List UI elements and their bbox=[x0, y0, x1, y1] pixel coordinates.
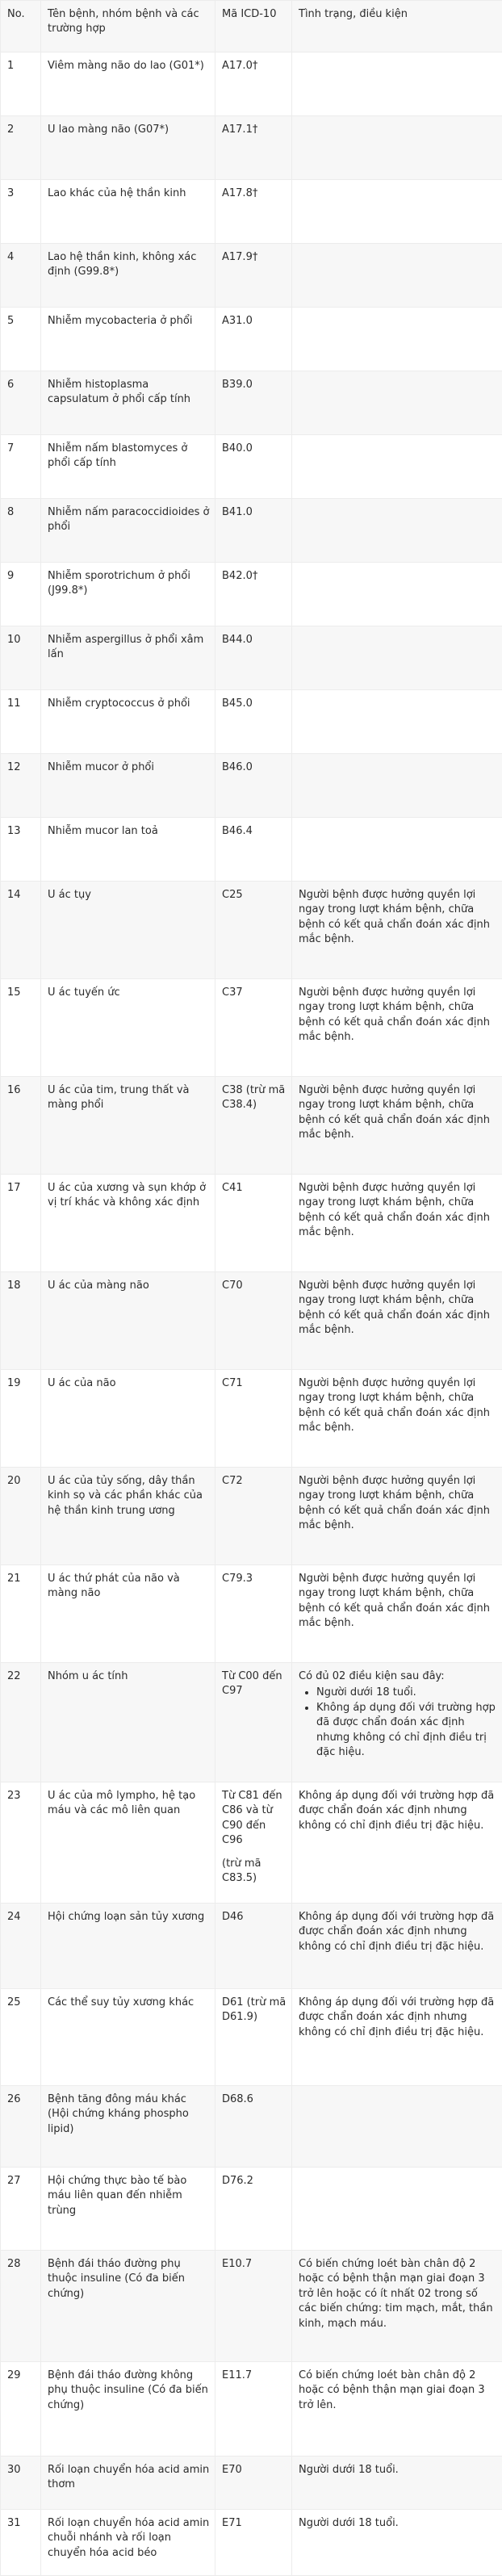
cell-code-text: B39.0 bbox=[222, 379, 253, 391]
cell-condition-text: Có biến chứng loét bàn chân độ 2 hoặc có bệnh thận mạn giai đoạn 3 trở lên. bbox=[299, 2369, 485, 2411]
cell-no-text: 12 bbox=[7, 761, 21, 773]
table-row bbox=[1, 2510, 502, 2576]
cell-no-text: 23 bbox=[7, 1790, 21, 1802]
cell-no bbox=[1, 2457, 41, 2510]
cell-no-text: 13 bbox=[7, 825, 21, 837]
cell-name-text: U ác tụy bbox=[48, 889, 91, 901]
cell-code bbox=[215, 244, 292, 308]
cell-no-text: 5 bbox=[7, 315, 14, 327]
cell-condition bbox=[292, 818, 502, 882]
cell-no bbox=[1, 818, 41, 882]
cell-code-text: A17.1† bbox=[222, 124, 257, 136]
cell-name-text: Lao khác của hệ thần kinh bbox=[48, 187, 186, 199]
cell-name-text: Bệnh đái tháo đường không phụ thuộc insuline (Có đa biến chứng) bbox=[48, 2369, 208, 2411]
cell-no bbox=[1, 2510, 41, 2576]
table-row bbox=[1, 1904, 502, 1989]
cell-name-text: Nhiễm mucor lan toả bbox=[48, 825, 158, 837]
cell-code bbox=[215, 2457, 292, 2510]
cell-no-text: 2 bbox=[7, 124, 14, 136]
cell-code-text: E10.7 bbox=[222, 2258, 252, 2270]
cell-name bbox=[41, 2457, 215, 2510]
cell-name bbox=[41, 882, 215, 979]
cell-name-text: Viêm màng não do lao (G01*) bbox=[48, 60, 204, 72]
cell-name bbox=[41, 52, 215, 116]
cell-condition bbox=[292, 1782, 502, 1904]
cell-no-text: 10 bbox=[7, 634, 21, 646]
cell-condition bbox=[292, 2510, 502, 2576]
cell-condition bbox=[292, 308, 502, 371]
cell-condition-text: Người bệnh được hưởng quyền lợi ngay trong lượt khám bệnh, chữa bệnh có kết quả chẩn đoán xác định mắc bệnh. bbox=[299, 1084, 490, 1141]
cell-code-text: C79.3 bbox=[222, 1573, 253, 1585]
header-name: Tên bệnh, nhóm bệnh và các trường hợp bbox=[41, 1, 215, 52]
cell-code-text: B42.0† bbox=[222, 570, 257, 582]
cell-name bbox=[41, 1904, 215, 1989]
cell-name-text: Rối loạn chuyển hóa acid amin thơm bbox=[48, 2464, 209, 2490]
cell-code bbox=[215, 1370, 292, 1468]
cell-code bbox=[215, 754, 292, 818]
cell-name-text: Nhiễm sporotrichum ở phổi (J99.8*) bbox=[48, 570, 190, 597]
cell-name-text: Nhiễm mycobacteria ở phổi bbox=[48, 315, 193, 327]
cell-no-text: 4 bbox=[7, 251, 14, 263]
table-row bbox=[1, 499, 502, 563]
cell-name bbox=[41, 116, 215, 180]
cell-name bbox=[41, 1989, 215, 2086]
table-row bbox=[1, 1175, 502, 1272]
cell-no bbox=[1, 1077, 41, 1175]
cell-name bbox=[41, 499, 215, 563]
cell-no bbox=[1, 1565, 41, 1663]
cell-name bbox=[41, 308, 215, 371]
cell-no-text: 30 bbox=[7, 2464, 21, 2476]
cell-code-text: B45.0 bbox=[222, 697, 253, 710]
condition-bullet-list bbox=[299, 1686, 497, 1760]
table-row bbox=[1, 2251, 502, 2362]
cell-code-text: E70 bbox=[222, 2464, 242, 2476]
cell-no-text: 27 bbox=[7, 2175, 21, 2187]
cell-code bbox=[215, 2086, 292, 2168]
cell-condition-text: Người bệnh được hưởng quyền lợi ngay trong lượt khám bệnh, chữa bệnh có kết quả chẩn đoán xác định mắc bệnh. bbox=[299, 1573, 490, 1629]
table-row bbox=[1, 2362, 502, 2457]
cell-condition bbox=[292, 2086, 502, 2168]
cell-code-text: B46.4 bbox=[222, 825, 253, 837]
table-row bbox=[1, 1989, 502, 2086]
cell-name bbox=[41, 1077, 215, 1175]
cell-code bbox=[215, 1565, 292, 1663]
cell-code bbox=[215, 1272, 292, 1370]
cell-name-text: Nhiễm nấm blastomyces ở phổi cấp tính bbox=[48, 442, 187, 469]
table-row bbox=[1, 435, 502, 499]
table-row bbox=[1, 244, 502, 308]
cell-code-text: E11.7 bbox=[222, 2369, 252, 2381]
cell-condition-text: Không áp dụng đối với trường hợp đã được chẩn đoán xác định nhưng không có chỉ định điều trị đặc hiệu. bbox=[299, 1996, 494, 2038]
table-row bbox=[1, 1077, 502, 1175]
cell-name-text: Lao hệ thần kinh, không xác định (G99.8*) bbox=[48, 251, 196, 278]
cell-name bbox=[41, 180, 215, 244]
cell-code bbox=[215, 1175, 292, 1272]
cell-name bbox=[41, 371, 215, 435]
cell-name-text: Bệnh tăng đông máu khác (Hội chứng kháng phospho lipid) bbox=[48, 2093, 189, 2135]
cell-condition-text: Người bệnh được hưởng quyền lợi ngay trong lượt khám bệnh, chữa bệnh có kết quả chẩn đoán xác định mắc bệnh. bbox=[299, 1377, 490, 1434]
cell-name bbox=[41, 2362, 215, 2457]
cell-no-text: 20 bbox=[7, 1475, 21, 1487]
cell-code-text: A17.8† bbox=[222, 187, 257, 199]
table-row bbox=[1, 1468, 502, 1565]
cell-no bbox=[1, 1904, 41, 1989]
cell-code bbox=[215, 1782, 292, 1904]
cell-code-text: B46.0 bbox=[222, 761, 253, 773]
cell-no-text: 16 bbox=[7, 1084, 21, 1096]
cell-no bbox=[1, 754, 41, 818]
cell-condition-text: Không áp dụng đối với trường hợp đã được chẩn đoán xác định nhưng không có chỉ định điều trị đặc hiệu. bbox=[299, 1790, 494, 1832]
condition-bullet-item: • Không áp dụng đối với trường hợp đã được chẩn đoán xác định nhưng không có chỉ định điều trị đặc hiệu. bbox=[316, 1701, 497, 1761]
table-row bbox=[1, 1565, 502, 1663]
cell-code-text: B41.0 bbox=[222, 506, 253, 518]
cell-no-text: 6 bbox=[7, 379, 14, 391]
cell-no bbox=[1, 690, 41, 754]
cell-condition bbox=[292, 626, 502, 690]
cell-condition bbox=[292, 1272, 502, 1370]
cell-no bbox=[1, 979, 41, 1077]
cell-name-text: U ác của tim, trung thất và màng phổi bbox=[48, 1084, 190, 1111]
cell-no bbox=[1, 563, 41, 626]
cell-code bbox=[215, 308, 292, 371]
cell-no bbox=[1, 499, 41, 563]
cell-name bbox=[41, 1663, 215, 1782]
cell-condition bbox=[292, 1370, 502, 1468]
cell-no-text: 14 bbox=[7, 889, 21, 901]
cell-name bbox=[41, 435, 215, 499]
cell-code bbox=[215, 690, 292, 754]
cell-no bbox=[1, 2251, 41, 2362]
cell-no-text: 7 bbox=[7, 442, 14, 454]
table-row bbox=[1, 818, 502, 882]
cell-code-text: C70 bbox=[222, 1280, 243, 1292]
cell-code bbox=[215, 818, 292, 882]
cell-name-text: U ác của màng não bbox=[48, 1280, 149, 1292]
cell-name bbox=[41, 818, 215, 882]
cell-code bbox=[215, 882, 292, 979]
cell-code bbox=[215, 1904, 292, 1989]
table-row bbox=[1, 979, 502, 1077]
cell-condition bbox=[292, 1468, 502, 1565]
cell-code bbox=[215, 435, 292, 499]
cell-condition bbox=[292, 1904, 502, 1989]
cell-code-text: B40.0 bbox=[222, 442, 253, 454]
cell-condition bbox=[292, 435, 502, 499]
cell-condition-text: Người dưới 18 tuổi. bbox=[299, 2464, 399, 2476]
cell-name-text: Nhiễm nấm paracoccidioides ở phổi bbox=[48, 506, 209, 533]
cell-code bbox=[215, 1989, 292, 2086]
cell-no-text: 18 bbox=[7, 1280, 21, 1292]
table-row bbox=[1, 1370, 502, 1468]
cell-no bbox=[1, 435, 41, 499]
cell-code-text: D68.6 bbox=[222, 2093, 253, 2105]
cell-no bbox=[1, 2168, 41, 2251]
table-row bbox=[1, 626, 502, 690]
cell-name-text: U ác tuyến ức bbox=[48, 986, 120, 999]
table-row bbox=[1, 1782, 502, 1904]
cell-no bbox=[1, 1989, 41, 2086]
cell-no bbox=[1, 882, 41, 979]
cell-code-text: Từ C81 đến C86 và từ C90 đến C96 bbox=[222, 1790, 282, 1846]
cell-code bbox=[215, 1077, 292, 1175]
cell-name-text: Các thể suy tủy xương khác bbox=[48, 1996, 194, 2008]
table-header-row bbox=[1, 1, 502, 52]
cell-code-text: C25 bbox=[222, 889, 243, 901]
cell-code bbox=[215, 2251, 292, 2362]
cell-condition bbox=[292, 244, 502, 308]
cell-name bbox=[41, 1782, 215, 1904]
cell-no-text: 21 bbox=[7, 1573, 21, 1585]
cell-name-text: Nhiễm aspergillus ở phổi xâm lấn bbox=[48, 634, 203, 660]
cell-code bbox=[215, 180, 292, 244]
cell-name-text: Nhiễm cryptococcus ở phổi bbox=[48, 697, 190, 710]
cell-condition bbox=[292, 690, 502, 754]
cell-condition bbox=[292, 2251, 502, 2362]
table-row bbox=[1, 690, 502, 754]
cell-code-text: C71 bbox=[222, 1377, 243, 1389]
table-row bbox=[1, 754, 502, 818]
cell-no-text: 19 bbox=[7, 1377, 21, 1389]
cell-condition bbox=[292, 2168, 502, 2251]
cell-name bbox=[41, 979, 215, 1077]
cell-code bbox=[215, 2362, 292, 2457]
cell-code-text: B44.0 bbox=[222, 634, 253, 646]
table-row bbox=[1, 116, 502, 180]
cell-name-text: Nhiễm mucor ở phổi bbox=[48, 761, 154, 773]
cell-no bbox=[1, 244, 41, 308]
cell-no-text: 29 bbox=[7, 2369, 21, 2381]
cell-condition-text: Người dưới 18 tuổi. bbox=[299, 2517, 399, 2529]
cell-name-text: U ác thứ phát của não và màng não bbox=[48, 1573, 180, 1599]
cell-condition bbox=[292, 1175, 502, 1272]
cell-no bbox=[1, 116, 41, 180]
cell-condition bbox=[292, 116, 502, 180]
cell-name-text: Hội chứng thực bào tế bào máu liên quan đến nhiễm trùng bbox=[48, 2175, 186, 2217]
table-body bbox=[1, 52, 502, 2576]
cell-code-text: C38 (trừ mã C38.4) bbox=[222, 1084, 285, 1111]
cell-code-text: C41 bbox=[222, 1182, 243, 1194]
cell-condition bbox=[292, 52, 502, 116]
table-row bbox=[1, 1663, 502, 1782]
header-code: Mã ICD-10 bbox=[215, 1, 292, 52]
cell-code bbox=[215, 979, 292, 1077]
cell-condition bbox=[292, 1077, 502, 1175]
cell-code-text: A17.0† bbox=[222, 60, 257, 72]
table-row bbox=[1, 563, 502, 626]
cell-no-text: 22 bbox=[7, 1670, 21, 1682]
cell-name bbox=[41, 2510, 215, 2576]
table-row bbox=[1, 2457, 502, 2510]
cell-no-text: 9 bbox=[7, 570, 14, 582]
cell-no-text: 28 bbox=[7, 2258, 21, 2270]
cell-name bbox=[41, 1565, 215, 1663]
cell-code-extra-text: (trừ mã C83.5) bbox=[222, 1857, 287, 1887]
cell-code bbox=[215, 563, 292, 626]
table-row bbox=[1, 2168, 502, 2251]
cell-code bbox=[215, 1663, 292, 1782]
cell-code bbox=[215, 116, 292, 180]
cell-condition bbox=[292, 1663, 502, 1782]
cell-code bbox=[215, 499, 292, 563]
cell-name bbox=[41, 754, 215, 818]
table-row bbox=[1, 52, 502, 116]
cell-no bbox=[1, 52, 41, 116]
cell-condition bbox=[292, 180, 502, 244]
cell-name bbox=[41, 626, 215, 690]
cell-no-text: 3 bbox=[7, 187, 14, 199]
cell-name-text: U ác của tủy sống, dây thần kinh sọ và các phần khác của hệ thần kinh trung ương bbox=[48, 1475, 203, 1517]
cell-name bbox=[41, 1468, 215, 1565]
cell-condition bbox=[292, 882, 502, 979]
cell-condition bbox=[292, 499, 502, 563]
cell-name-text: Rối loạn chuyển hóa acid amin chuỗi nhánh và rối loạn chuyển hóa acid béo bbox=[48, 2517, 209, 2559]
table-row bbox=[1, 1272, 502, 1370]
cell-condition-text: Người bệnh được hưởng quyền lợi ngay trong lượt khám bệnh, chữa bệnh có kết quả chẩn đoán xác định mắc bệnh. bbox=[299, 1475, 490, 1531]
cell-name-text: U ác của xương và sụn khớp ở vị trí khác và không xác định bbox=[48, 1182, 206, 1208]
table-row bbox=[1, 180, 502, 244]
cell-no bbox=[1, 308, 41, 371]
cell-name bbox=[41, 244, 215, 308]
cell-name bbox=[41, 2168, 215, 2251]
cell-name bbox=[41, 563, 215, 626]
cell-condition-text: Không áp dụng đối với trường hợp đã được chẩn đoán xác định nhưng không có chỉ định điều trị đặc hiệu. bbox=[299, 1911, 494, 1953]
cell-no-text: 17 bbox=[7, 1182, 21, 1194]
cell-condition-text: Có đủ 02 điều kiện sau đây: bbox=[299, 1670, 445, 1682]
cell-no-text: 15 bbox=[7, 986, 21, 999]
cell-name-text: U lao màng não (G07*) bbox=[48, 124, 169, 136]
cell-code bbox=[215, 52, 292, 116]
cell-name-text: U ác của mô lympho, hệ tạo máu và các mô liên quan bbox=[48, 1790, 195, 1816]
cell-condition bbox=[292, 2457, 502, 2510]
cell-condition bbox=[292, 2362, 502, 2457]
cell-condition bbox=[292, 754, 502, 818]
cell-condition bbox=[292, 563, 502, 626]
header-no: No. bbox=[1, 1, 41, 52]
cell-no bbox=[1, 371, 41, 435]
cell-condition-text: Người bệnh được hưởng quyền lợi ngay trong lượt khám bệnh, chữa bệnh có kết quả chẩn đoán xác định mắc bệnh. bbox=[299, 889, 490, 945]
cell-no bbox=[1, 1175, 41, 1272]
cell-condition bbox=[292, 1565, 502, 1663]
table-row bbox=[1, 371, 502, 435]
condition-bullet-item: • Người dưới 18 tuổi. bbox=[316, 1686, 497, 1700]
cell-no bbox=[1, 1370, 41, 1468]
cell-no bbox=[1, 1663, 41, 1782]
cell-condition-text: Có biến chứng loét bàn chân độ 2 hoặc có bệnh thận mạn giai đoạn 3 trở lên hoặc có ít nhất 02 trong số các biến chứng: tim mạch, mắt, thần kinh, mạch máu. bbox=[299, 2258, 493, 2330]
cell-condition-text: Người bệnh được hưởng quyền lợi ngay trong lượt khám bệnh, chữa bệnh có kết quả chẩn đoán xác định mắc bệnh. bbox=[299, 986, 490, 1043]
cell-name-text: U ác của não bbox=[48, 1377, 116, 1389]
cell-name bbox=[41, 690, 215, 754]
cell-name bbox=[41, 2251, 215, 2362]
header-condition: Tình trạng, điều kiện bbox=[292, 1, 502, 52]
cell-condition-text: Người bệnh được hưởng quyền lợi ngay trong lượt khám bệnh, chữa bệnh có kết quả chẩn đoán xác định mắc bệnh. bbox=[299, 1182, 490, 1238]
table-row bbox=[1, 308, 502, 371]
cell-name-text: Nhóm u ác tính bbox=[48, 1670, 128, 1682]
table-row bbox=[1, 882, 502, 979]
cell-no-text: 26 bbox=[7, 2093, 21, 2105]
table-row bbox=[1, 2086, 502, 2168]
cell-no-text: 31 bbox=[7, 2517, 21, 2529]
cell-name-text: Bệnh đái tháo đường phụ thuộc insuline (Có đa biến chứng) bbox=[48, 2258, 185, 2300]
cell-no-text: 25 bbox=[7, 1996, 21, 2008]
cell-code bbox=[215, 2168, 292, 2251]
cell-no bbox=[1, 2362, 41, 2457]
cell-condition bbox=[292, 979, 502, 1077]
cell-no bbox=[1, 1272, 41, 1370]
cell-code-text: A31.0 bbox=[222, 315, 253, 327]
cell-name-text: Nhiễm histoplasma capsulatum ở phổi cấp tính bbox=[48, 379, 190, 405]
cell-no bbox=[1, 626, 41, 690]
cell-no-text: 11 bbox=[7, 697, 21, 710]
cell-condition bbox=[292, 371, 502, 435]
cell-no-text: 1 bbox=[7, 60, 14, 72]
cell-no bbox=[1, 2086, 41, 2168]
cell-code-text: D76.2 bbox=[222, 2175, 253, 2187]
cell-code-text: D46 bbox=[222, 1911, 244, 1923]
cell-no-text: 24 bbox=[7, 1911, 21, 1923]
cell-code bbox=[215, 626, 292, 690]
cell-code-text: D61 (trừ mã D61.9) bbox=[222, 1996, 286, 2023]
cell-name bbox=[41, 1175, 215, 1272]
cell-name bbox=[41, 1272, 215, 1370]
cell-code bbox=[215, 1468, 292, 1565]
cell-code-text: C72 bbox=[222, 1475, 243, 1487]
cell-no bbox=[1, 1782, 41, 1904]
cell-no-text: 8 bbox=[7, 506, 14, 518]
cell-name bbox=[41, 1370, 215, 1468]
cell-code-text: C37 bbox=[222, 986, 243, 999]
cell-code bbox=[215, 371, 292, 435]
cell-code bbox=[215, 2510, 292, 2576]
cell-code-text: A17.9† bbox=[222, 251, 257, 263]
cell-name bbox=[41, 2086, 215, 2168]
cell-condition bbox=[292, 1989, 502, 2086]
cell-no bbox=[1, 1468, 41, 1565]
cell-no bbox=[1, 180, 41, 244]
cell-code-text: E71 bbox=[222, 2517, 242, 2529]
cell-code-text: Từ C00 đến C97 bbox=[222, 1670, 282, 1697]
cell-name-text: Hội chứng loạn sản tủy xương bbox=[48, 1911, 204, 1923]
cell-condition-text: Người bệnh được hưởng quyền lợi ngay trong lượt khám bệnh, chữa bệnh có kết quả chẩn đoán xác định mắc bệnh. bbox=[299, 1280, 490, 1336]
